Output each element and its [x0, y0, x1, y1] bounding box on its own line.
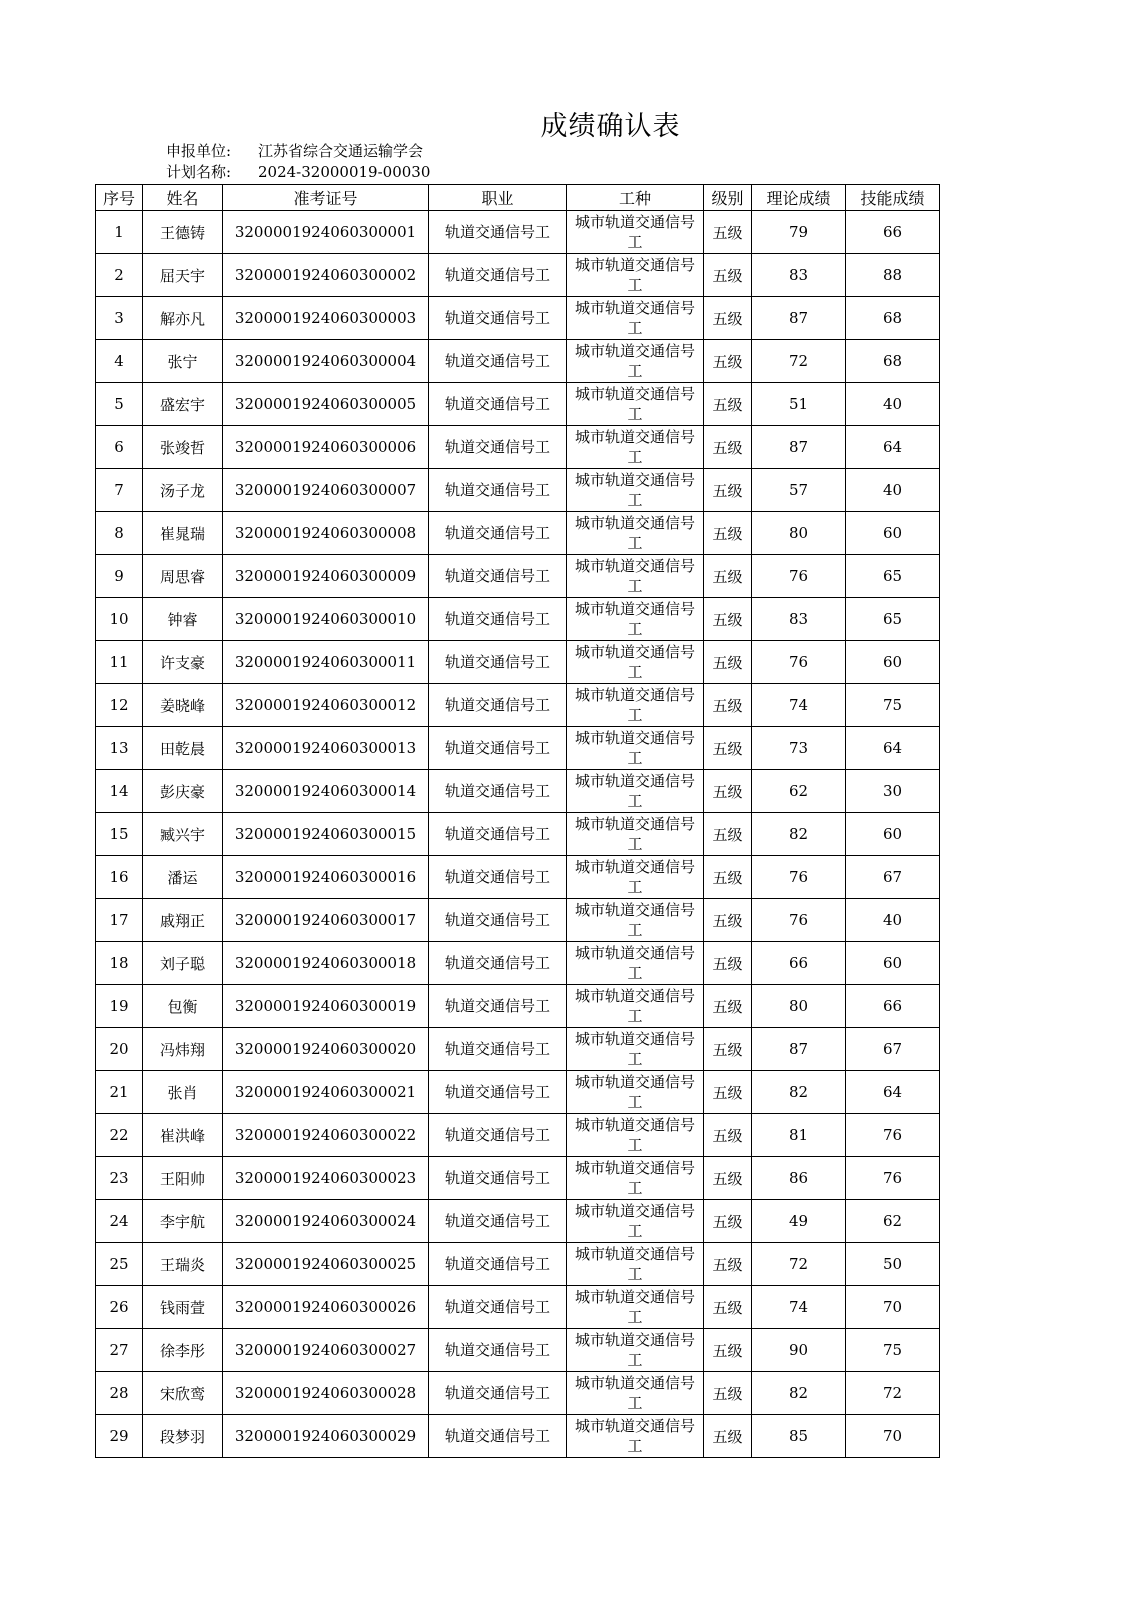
cell-skill: 68 — [846, 340, 940, 383]
cell-name: 田乾晨 — [143, 727, 223, 770]
cell-level: 五级 — [704, 1286, 752, 1329]
cell-no: 10 — [96, 598, 143, 641]
cell-level: 五级 — [704, 555, 752, 598]
col-header-theory: 理论成绩 — [752, 185, 846, 211]
cell-type: 城市轨道交通信号工 — [567, 297, 704, 340]
cell-no: 13 — [96, 727, 143, 770]
cell-skill: 65 — [846, 555, 940, 598]
cell-no: 19 — [96, 985, 143, 1028]
cell-ticket: 3200001924060300014 — [223, 770, 429, 813]
cell-skill: 60 — [846, 813, 940, 856]
cell-no: 25 — [96, 1243, 143, 1286]
cell-ticket: 3200001924060300015 — [223, 813, 429, 856]
cell-job: 轨道交通信号工 — [429, 684, 567, 727]
cell-ticket: 3200001924060300021 — [223, 1071, 429, 1114]
table-row — [96, 254, 940, 297]
cell-level: 五级 — [704, 727, 752, 770]
cell-level: 五级 — [704, 899, 752, 942]
cell-type: 城市轨道交通信号工 — [567, 469, 704, 512]
cell-type: 城市轨道交通信号工 — [567, 254, 704, 297]
cell-no: 2 — [96, 254, 143, 297]
col-header-job: 职业 — [429, 185, 567, 211]
cell-no: 3 — [96, 297, 143, 340]
cell-skill: 65 — [846, 598, 940, 641]
cell-no: 27 — [96, 1329, 143, 1372]
cell-ticket: 3200001924060300005 — [223, 383, 429, 426]
cell-skill: 68 — [846, 297, 940, 340]
table-row — [96, 856, 940, 899]
cell-type: 城市轨道交通信号工 — [567, 426, 704, 469]
cell-theory: 74 — [752, 684, 846, 727]
cell-theory: 49 — [752, 1200, 846, 1243]
col-header-no: 序号 — [96, 185, 143, 211]
page-title: 成绩确认表 — [540, 111, 681, 142]
cell-skill: 60 — [846, 512, 940, 555]
cell-skill: 40 — [846, 383, 940, 426]
cell-job: 轨道交通信号工 — [429, 1415, 567, 1458]
cell-theory: 80 — [752, 985, 846, 1028]
cell-job: 轨道交通信号工 — [429, 856, 567, 899]
table-header-row — [96, 185, 940, 211]
cell-type: 城市轨道交通信号工 — [567, 1329, 704, 1372]
cell-ticket: 3200001924060300012 — [223, 684, 429, 727]
cell-ticket: 3200001924060300027 — [223, 1329, 429, 1372]
cell-skill: 67 — [846, 856, 940, 899]
cell-type: 城市轨道交通信号工 — [567, 598, 704, 641]
table-row — [96, 1114, 940, 1157]
cell-job: 轨道交通信号工 — [429, 555, 567, 598]
cell-ticket: 3200001924060300025 — [223, 1243, 429, 1286]
cell-name: 李宇航 — [143, 1200, 223, 1243]
cell-ticket: 3200001924060300007 — [223, 469, 429, 512]
cell-job: 轨道交通信号工 — [429, 598, 567, 641]
cell-type: 城市轨道交通信号工 — [567, 1415, 704, 1458]
cell-name: 张宁 — [143, 340, 223, 383]
cell-ticket: 3200001924060300009 — [223, 555, 429, 598]
cell-level: 五级 — [704, 1415, 752, 1458]
cell-no: 5 — [96, 383, 143, 426]
cell-skill: 64 — [846, 727, 940, 770]
col-header-skill: 技能成绩 — [846, 185, 940, 211]
cell-type: 城市轨道交通信号工 — [567, 1372, 704, 1415]
cell-name: 刘子聪 — [143, 942, 223, 985]
cell-ticket: 3200001924060300002 — [223, 254, 429, 297]
cell-theory: 82 — [752, 1071, 846, 1114]
cell-type: 城市轨道交通信号工 — [567, 211, 704, 254]
table-row — [96, 555, 940, 598]
cell-type: 城市轨道交通信号工 — [567, 1286, 704, 1329]
cell-name: 盛宏宇 — [143, 383, 223, 426]
col-header-name: 姓名 — [143, 185, 223, 211]
cell-job: 轨道交通信号工 — [429, 1286, 567, 1329]
cell-level: 五级 — [704, 1157, 752, 1200]
cell-level: 五级 — [704, 813, 752, 856]
cell-name: 屈天宇 — [143, 254, 223, 297]
cell-ticket: 3200001924060300010 — [223, 598, 429, 641]
cell-no: 8 — [96, 512, 143, 555]
cell-level: 五级 — [704, 469, 752, 512]
cell-theory: 80 — [752, 512, 846, 555]
cell-type: 城市轨道交通信号工 — [567, 1028, 704, 1071]
cell-ticket: 3200001924060300006 — [223, 426, 429, 469]
cell-level: 五级 — [704, 770, 752, 813]
cell-name: 崔晁瑞 — [143, 512, 223, 555]
cell-theory: 85 — [752, 1415, 846, 1458]
cell-level: 五级 — [704, 512, 752, 555]
cell-job: 轨道交通信号工 — [429, 297, 567, 340]
cell-name: 段梦羽 — [143, 1415, 223, 1458]
cell-ticket: 3200001924060300020 — [223, 1028, 429, 1071]
cell-ticket: 3200001924060300024 — [223, 1200, 429, 1243]
cell-type: 城市轨道交通信号工 — [567, 813, 704, 856]
cell-ticket: 3200001924060300018 — [223, 942, 429, 985]
cell-skill: 40 — [846, 469, 940, 512]
cell-name: 戚翔正 — [143, 899, 223, 942]
cell-job: 轨道交通信号工 — [429, 641, 567, 684]
cell-no: 29 — [96, 1415, 143, 1458]
cell-theory: 76 — [752, 856, 846, 899]
cell-name: 张肖 — [143, 1071, 223, 1114]
cell-theory: 86 — [752, 1157, 846, 1200]
cell-job: 轨道交通信号工 — [429, 1028, 567, 1071]
cell-name: 汤子龙 — [143, 469, 223, 512]
cell-skill: 40 — [846, 899, 940, 942]
cell-theory: 76 — [752, 641, 846, 684]
cell-type: 城市轨道交通信号工 — [567, 641, 704, 684]
cell-skill: 64 — [846, 1071, 940, 1114]
score-table — [95, 184, 940, 1458]
cell-skill: 50 — [846, 1243, 940, 1286]
cell-level: 五级 — [704, 1372, 752, 1415]
cell-no: 9 — [96, 555, 143, 598]
cell-name: 宋欣鸾 — [143, 1372, 223, 1415]
cell-type: 城市轨道交通信号工 — [567, 1200, 704, 1243]
cell-level: 五级 — [704, 254, 752, 297]
cell-theory: 76 — [752, 555, 846, 598]
col-header-type: 工种 — [567, 185, 704, 211]
cell-name: 许支豪 — [143, 641, 223, 684]
cell-job: 轨道交通信号工 — [429, 985, 567, 1028]
cell-ticket: 3200001924060300008 — [223, 512, 429, 555]
table-row — [96, 641, 940, 684]
cell-job: 轨道交通信号工 — [429, 383, 567, 426]
cell-type: 城市轨道交通信号工 — [567, 1114, 704, 1157]
cell-level: 五级 — [704, 942, 752, 985]
table-row — [96, 383, 940, 426]
cell-name: 张竣哲 — [143, 426, 223, 469]
cell-type: 城市轨道交通信号工 — [567, 1243, 704, 1286]
cell-level: 五级 — [704, 641, 752, 684]
cell-level: 五级 — [704, 340, 752, 383]
table-row — [96, 1243, 940, 1286]
cell-ticket: 3200001924060300023 — [223, 1157, 429, 1200]
cell-name: 姜晓峰 — [143, 684, 223, 727]
cell-job: 轨道交通信号工 — [429, 254, 567, 297]
cell-job: 轨道交通信号工 — [429, 899, 567, 942]
cell-level: 五级 — [704, 297, 752, 340]
table-row — [96, 985, 940, 1028]
cell-no: 14 — [96, 770, 143, 813]
cell-skill: 60 — [846, 641, 940, 684]
unit-line — [166, 141, 423, 161]
col-header-level: 级别 — [704, 185, 752, 211]
cell-type: 城市轨道交通信号工 — [567, 856, 704, 899]
cell-name: 彭庆豪 — [143, 770, 223, 813]
cell-skill: 64 — [846, 426, 940, 469]
cell-job: 轨道交通信号工 — [429, 1200, 567, 1243]
cell-theory: 57 — [752, 469, 846, 512]
cell-job: 轨道交通信号工 — [429, 1157, 567, 1200]
cell-name: 徐李彤 — [143, 1329, 223, 1372]
cell-no: 12 — [96, 684, 143, 727]
cell-theory: 87 — [752, 426, 846, 469]
cell-theory: 87 — [752, 297, 846, 340]
cell-skill: 30 — [846, 770, 940, 813]
cell-no: 16 — [96, 856, 143, 899]
cell-level: 五级 — [704, 1200, 752, 1243]
cell-no: 21 — [96, 1071, 143, 1114]
cell-skill: 72 — [846, 1372, 940, 1415]
cell-no: 15 — [96, 813, 143, 856]
table-row — [96, 684, 940, 727]
cell-ticket: 3200001924060300029 — [223, 1415, 429, 1458]
cell-theory: 79 — [752, 211, 846, 254]
cell-skill: 62 — [846, 1200, 940, 1243]
cell-name: 包衡 — [143, 985, 223, 1028]
cell-theory: 76 — [752, 899, 846, 942]
cell-name: 臧兴宇 — [143, 813, 223, 856]
cell-theory: 62 — [752, 770, 846, 813]
cell-level: 五级 — [704, 1071, 752, 1114]
cell-no: 17 — [96, 899, 143, 942]
cell-theory: 83 — [752, 598, 846, 641]
table-row — [96, 899, 940, 942]
cell-theory: 74 — [752, 1286, 846, 1329]
cell-skill: 67 — [846, 1028, 940, 1071]
cell-level: 五级 — [704, 1114, 752, 1157]
cell-ticket: 3200001924060300022 — [223, 1114, 429, 1157]
cell-level: 五级 — [704, 1028, 752, 1071]
cell-name: 王德铸 — [143, 211, 223, 254]
cell-ticket: 3200001924060300017 — [223, 899, 429, 942]
unit-label: 申报单位: — [166, 142, 232, 160]
cell-no: 7 — [96, 469, 143, 512]
cell-level: 五级 — [704, 383, 752, 426]
table-row — [96, 469, 940, 512]
cell-job: 轨道交通信号工 — [429, 1372, 567, 1415]
cell-job: 轨道交通信号工 — [429, 1071, 567, 1114]
cell-name: 潘运 — [143, 856, 223, 899]
cell-job: 轨道交通信号工 — [429, 512, 567, 555]
cell-type: 城市轨道交通信号工 — [567, 383, 704, 426]
cell-theory: 72 — [752, 340, 846, 383]
cell-type: 城市轨道交通信号工 — [567, 340, 704, 383]
cell-type: 城市轨道交通信号工 — [567, 727, 704, 770]
table-row — [96, 727, 940, 770]
cell-skill: 88 — [846, 254, 940, 297]
cell-skill: 75 — [846, 1329, 940, 1372]
cell-ticket: 3200001924060300011 — [223, 641, 429, 684]
table-row — [96, 770, 940, 813]
cell-job: 轨道交通信号工 — [429, 1114, 567, 1157]
cell-level: 五级 — [704, 426, 752, 469]
cell-type: 城市轨道交通信号工 — [567, 1157, 704, 1200]
cell-level: 五级 — [704, 598, 752, 641]
cell-job: 轨道交通信号工 — [429, 1329, 567, 1372]
plan-value: 2024-32000019-00030 — [258, 163, 431, 181]
cell-skill: 66 — [846, 211, 940, 254]
table-row — [96, 426, 940, 469]
cell-skill: 60 — [846, 942, 940, 985]
cell-type: 城市轨道交通信号工 — [567, 942, 704, 985]
cell-job: 轨道交通信号工 — [429, 426, 567, 469]
cell-no: 26 — [96, 1286, 143, 1329]
cell-theory: 73 — [752, 727, 846, 770]
table-row — [96, 512, 940, 555]
col-header-ticket: 准考证号 — [223, 185, 429, 211]
cell-ticket: 3200001924060300001 — [223, 211, 429, 254]
table-row — [96, 297, 940, 340]
table-row — [96, 1028, 940, 1071]
cell-ticket: 3200001924060300016 — [223, 856, 429, 899]
cell-no: 22 — [96, 1114, 143, 1157]
cell-no: 24 — [96, 1200, 143, 1243]
cell-ticket: 3200001924060300026 — [223, 1286, 429, 1329]
table-row — [96, 1415, 940, 1458]
table-row — [96, 1372, 940, 1415]
cell-name: 钱雨萱 — [143, 1286, 223, 1329]
cell-no: 11 — [96, 641, 143, 684]
cell-job: 轨道交通信号工 — [429, 340, 567, 383]
cell-type: 城市轨道交通信号工 — [567, 899, 704, 942]
cell-type: 城市轨道交通信号工 — [567, 1071, 704, 1114]
cell-no: 1 — [96, 211, 143, 254]
cell-job: 轨道交通信号工 — [429, 942, 567, 985]
cell-skill: 70 — [846, 1286, 940, 1329]
cell-level: 五级 — [704, 211, 752, 254]
cell-theory: 66 — [752, 942, 846, 985]
cell-ticket: 3200001924060300003 — [223, 297, 429, 340]
cell-ticket: 3200001924060300019 — [223, 985, 429, 1028]
cell-no: 28 — [96, 1372, 143, 1415]
cell-theory: 81 — [752, 1114, 846, 1157]
cell-type: 城市轨道交通信号工 — [567, 512, 704, 555]
table-row — [96, 1071, 940, 1114]
cell-theory: 82 — [752, 1372, 846, 1415]
cell-job: 轨道交通信号工 — [429, 469, 567, 512]
table-row — [96, 942, 940, 985]
table-row — [96, 813, 940, 856]
cell-job: 轨道交通信号工 — [429, 727, 567, 770]
cell-type: 城市轨道交通信号工 — [567, 770, 704, 813]
table-row — [96, 1157, 940, 1200]
cell-skill: 75 — [846, 684, 940, 727]
cell-job: 轨道交通信号工 — [429, 1243, 567, 1286]
cell-level: 五级 — [704, 856, 752, 899]
cell-ticket: 3200001924060300028 — [223, 1372, 429, 1415]
cell-no: 6 — [96, 426, 143, 469]
table-row — [96, 1329, 940, 1372]
cell-level: 五级 — [704, 684, 752, 727]
cell-job: 轨道交通信号工 — [429, 211, 567, 254]
cell-name: 冯炜翔 — [143, 1028, 223, 1071]
cell-name: 王瑞炎 — [143, 1243, 223, 1286]
cell-skill: 76 — [846, 1114, 940, 1157]
cell-skill: 70 — [846, 1415, 940, 1458]
cell-type: 城市轨道交通信号工 — [567, 985, 704, 1028]
cell-no: 4 — [96, 340, 143, 383]
cell-job: 轨道交通信号工 — [429, 770, 567, 813]
plan-line — [166, 162, 430, 182]
table-row — [96, 340, 940, 383]
cell-no: 23 — [96, 1157, 143, 1200]
cell-level: 五级 — [704, 985, 752, 1028]
cell-name: 解亦凡 — [143, 297, 223, 340]
cell-job: 轨道交通信号工 — [429, 813, 567, 856]
table-row — [96, 1200, 940, 1243]
plan-label: 计划名称: — [166, 163, 232, 181]
cell-theory: 90 — [752, 1329, 846, 1372]
cell-theory: 83 — [752, 254, 846, 297]
cell-name: 钟睿 — [143, 598, 223, 641]
cell-level: 五级 — [704, 1329, 752, 1372]
cell-name: 王阳帅 — [143, 1157, 223, 1200]
cell-theory: 87 — [752, 1028, 846, 1071]
table-row — [96, 1286, 940, 1329]
cell-no: 20 — [96, 1028, 143, 1071]
cell-ticket: 3200001924060300004 — [223, 340, 429, 383]
table-row — [96, 211, 940, 254]
cell-skill: 76 — [846, 1157, 940, 1200]
cell-theory: 82 — [752, 813, 846, 856]
cell-type: 城市轨道交通信号工 — [567, 555, 704, 598]
unit-value: 江苏省综合交通运输学会 — [258, 142, 424, 160]
cell-level: 五级 — [704, 1243, 752, 1286]
cell-theory: 51 — [752, 383, 846, 426]
table-row — [96, 598, 940, 641]
cell-skill: 66 — [846, 985, 940, 1028]
cell-ticket: 3200001924060300013 — [223, 727, 429, 770]
cell-name: 崔洪峰 — [143, 1114, 223, 1157]
cell-type: 城市轨道交通信号工 — [567, 684, 704, 727]
cell-theory: 72 — [752, 1243, 846, 1286]
cell-no: 18 — [96, 942, 143, 985]
cell-name: 周思睿 — [143, 555, 223, 598]
